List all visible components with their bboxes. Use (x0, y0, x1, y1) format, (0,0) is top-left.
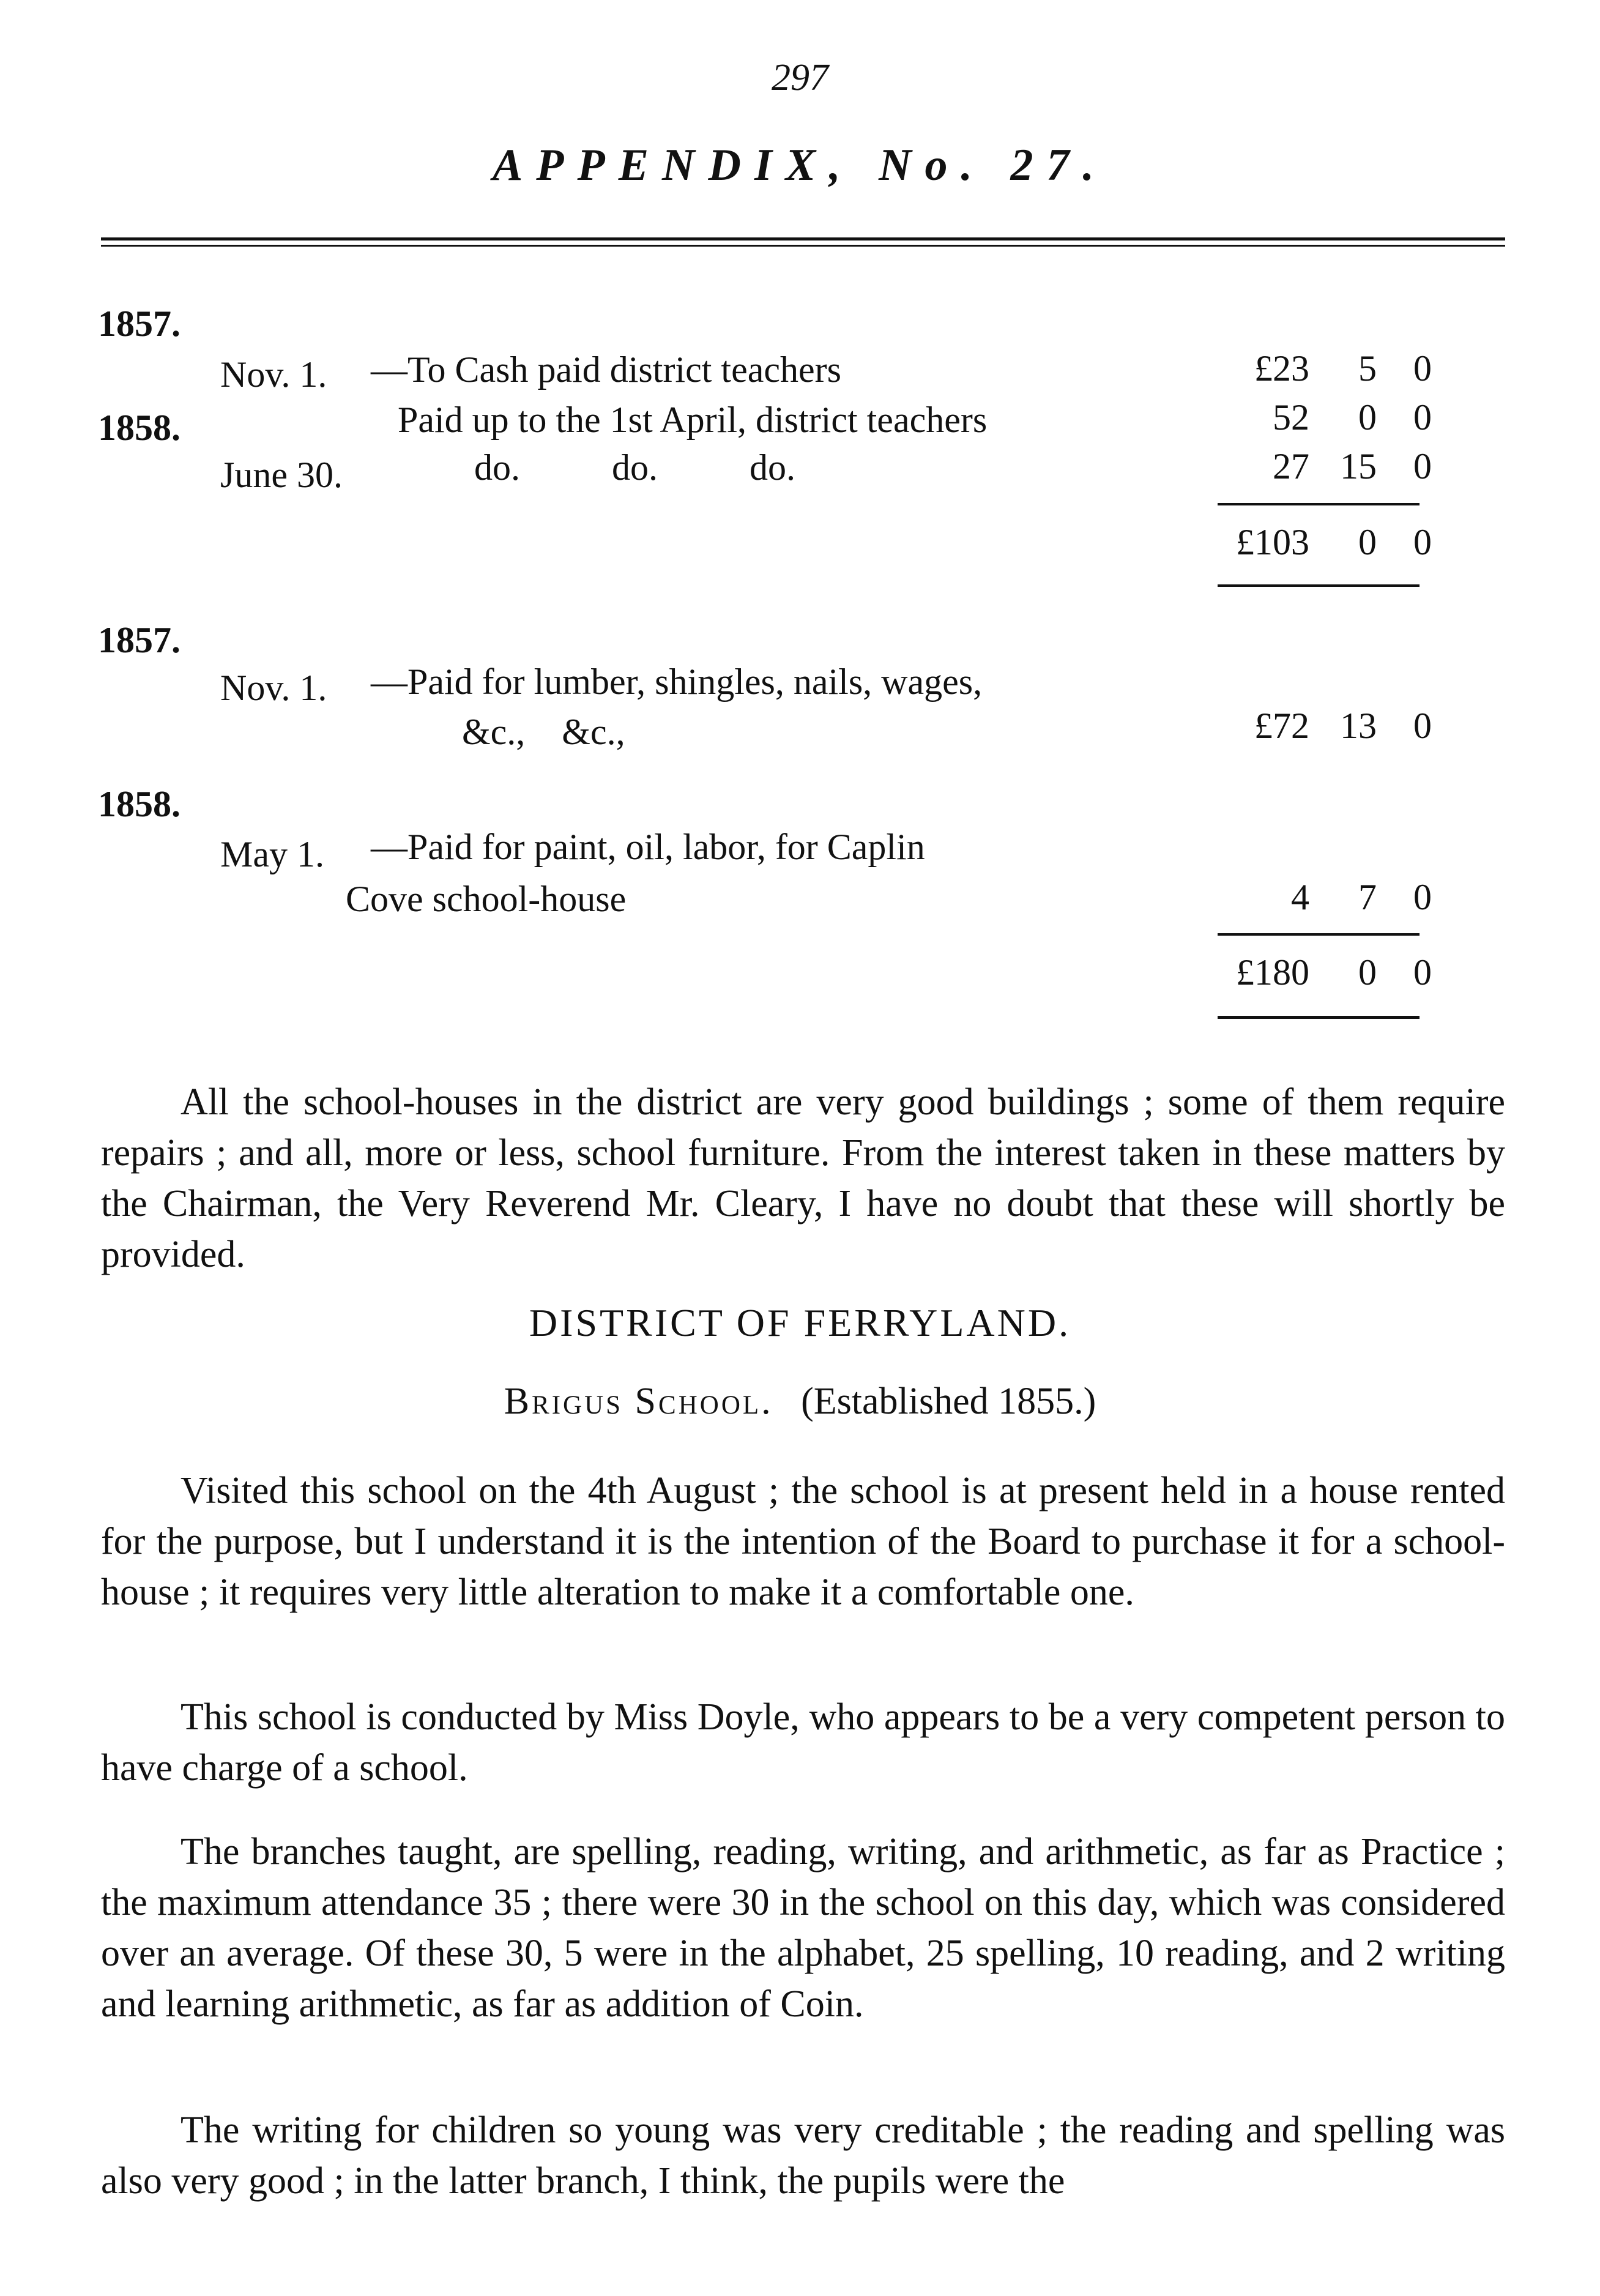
subtotal-shillings: 0 (1358, 522, 1377, 562)
total-pounds: £180 (1236, 952, 1309, 993)
subtotal-pounds: £103 (1236, 522, 1309, 562)
ledger-text: —Paid for paint, oil, labor, for Caplin (371, 827, 925, 867)
district-heading: DISTRICT OF FERRYLAND. (529, 1301, 1071, 1344)
ledger-pounds: £72 (1254, 706, 1309, 746)
ledger-date: May 1. (220, 834, 324, 874)
page-number: 297 (772, 57, 828, 99)
ledger-year: 1858. (98, 408, 180, 448)
ledger-year: 1857. (98, 620, 180, 660)
paragraph-school-houses: All the school-houses in the district are very good buildings ; some of them require repairs ; and all, more or less, school furniture. From the interest taken in these matters by the Chairman, the Very Reverend Mr. Cleary, I have no doubt that these will shortly be provided. (101, 1081, 1505, 1275)
ledger-pence: 0 (1413, 877, 1432, 917)
header-rule-top (101, 237, 1505, 240)
ledger-pounds: 27 (1273, 446, 1309, 486)
ledger-text: Paid up to the 1st April, district teachers (398, 400, 988, 440)
subtotal-rule (1218, 503, 1420, 505)
school-name: Brigus School. (504, 1381, 773, 1422)
total-rule (1218, 933, 1420, 936)
paragraph-branches: The branches taught, are spelling, reading, writing, and arithmetic, as far as Practice ; the maximum attendance 35 ; there were 30 in the school on this day, which was considered over an average. Of these 30, 5 were in the alphabet, 25 spelling, 10 reading, and 2 writing and learning arithmetic, as far as addition of Coin. (101, 1831, 1505, 2025)
appendix-title: APPENDIX, No. 27. (492, 140, 1108, 190)
ledger-year: 1858. (98, 784, 180, 824)
ledger-pence: 0 (1413, 348, 1432, 389)
ledger-text: —Paid for lumber, shingles, nails, wages, (371, 662, 983, 702)
ledger-pence: 0 (1413, 446, 1432, 486)
header-rule-bottom (101, 245, 1505, 247)
ledger-shillings: 13 (1340, 706, 1377, 746)
total-underline (1218, 1016, 1420, 1019)
ledger-year: 1857. (98, 304, 180, 344)
school-heading (0, 1380, 1600, 1423)
ledger-text-cont: &c., &c., (462, 712, 625, 752)
ledger-pounds: 52 (1273, 397, 1309, 438)
ledger-pence: 0 (1413, 706, 1432, 746)
paragraph-teacher: This school is conducted by Miss Doyle, who appears to be a very competent person to have charge of a school. (101, 1696, 1505, 1789)
ledger-shillings: 0 (1358, 397, 1377, 438)
ledger-shillings: 7 (1358, 877, 1377, 917)
school-established: (Established 1855.) (801, 1381, 1096, 1422)
subtotal-underline (1218, 584, 1420, 587)
ledger-shillings: 15 (1340, 446, 1377, 486)
paragraph-writing: The writing for children so young was very creditable ; the reading and spelling was also very good ; in the latter branch, I think, the pupils were the (101, 2109, 1505, 2202)
ledger-date: June 30. (220, 455, 343, 495)
ledger-pounds: £23 (1254, 348, 1309, 389)
ledger-pence: 0 (1413, 397, 1432, 438)
total-shillings: 0 (1358, 952, 1377, 993)
ledger-text-cont: Cove school-house (346, 879, 627, 919)
ledger-date: Nov. 1. (220, 668, 327, 708)
ledger-pounds: 4 (1291, 877, 1309, 917)
ledger-shillings: 5 (1358, 348, 1377, 389)
ledger-date: Nov. 1. (220, 354, 327, 395)
ledger-text: do. do. do. (474, 447, 795, 488)
subtotal-pence: 0 (1413, 522, 1432, 562)
total-pence: 0 (1413, 952, 1432, 993)
ledger-text: —To Cash paid district teachers (371, 349, 841, 390)
paragraph-visit: Visited this school on the 4th August ; the school is at present held in a house rented for the purpose, but I understand it is the intention of the Board to purchase it for a school-house ; it requires very little alteration to make it a comfortable one. (101, 1470, 1505, 1613)
